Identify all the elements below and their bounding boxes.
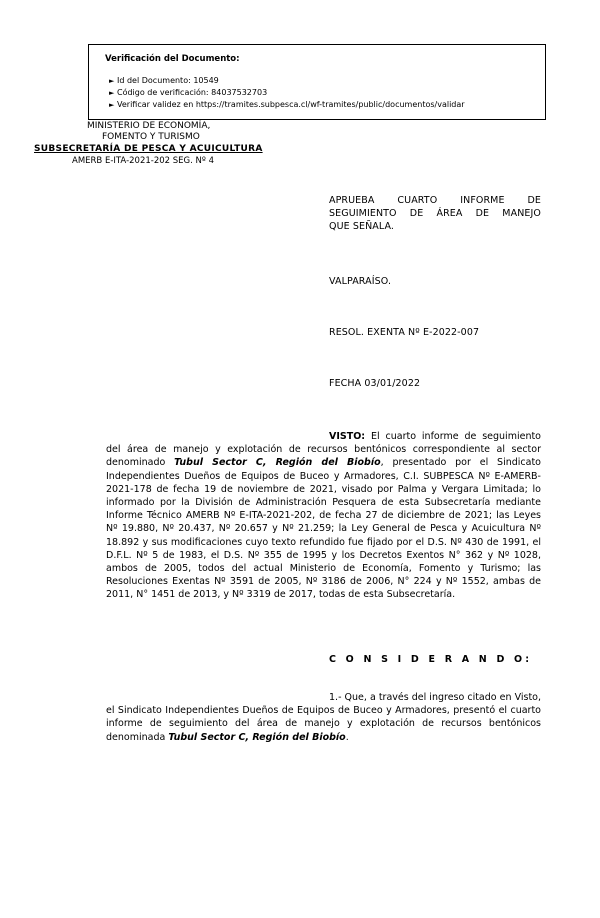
- bullet-icon: ►: [109, 89, 115, 97]
- ministry-line-1: MINISTERIO DE ECONOMÍA,: [87, 121, 211, 131]
- verification-item-url[interactable]: ► Verificar validez en https://tramites.subpesca.cl/wf-tramites/public/documentos/validar: [109, 100, 465, 109]
- resolution-title: APRUEBA CUARTO INFORME DE SEGUIMIENTO DE ÁREA DE MANEJO QUE SEÑALA.: [329, 195, 541, 232]
- verification-title: Verificación del Documento:: [105, 54, 240, 64]
- subsecretaria-heading: SUBSECRETARÍA DE PESCA Y ACUICULTURA: [34, 144, 263, 154]
- sector-name: Tubul Sector C, Región del Biobío: [168, 731, 346, 743]
- verification-box: [88, 44, 546, 120]
- verification-list: [109, 75, 465, 111]
- bullet-icon: ►: [109, 77, 115, 85]
- ministry-line-2: FOMENTO Y TURISMO: [102, 132, 200, 142]
- considerando-paragraph-1: 1.- Que, a través del ingreso citado en Visto, el Sindicato Independientes Dueños de Equipos de Buceo y Armadores, presentó el cuarto informe de seguimiento del área de manejo y explotación de recursos bentónicos denominada Tubul Sector C, Región del Biobío.: [106, 692, 541, 743]
- resolution-date: FECHA 03/01/2022: [329, 378, 421, 389]
- sector-name: Tubul Sector C, Región del Biobío: [174, 457, 381, 469]
- city: VALPARAÍSO.: [329, 276, 392, 287]
- verification-item-id: ► Id del Documento: 10549: [109, 76, 219, 85]
- visto-label: VISTO:: [329, 431, 366, 442]
- resolution-number: RESOL. EXENTA Nº E-2022-007: [329, 327, 480, 338]
- visto-paragraph: VISTO: El cuarto informe de seguimiento del área de manejo y explotación de recursos bentónicos correspondiente al sector denominado Tubul Sector C, Región del Biobío, presentado por el Sindicato Independientes Dueños de Equipos de Buceo y Armadores, C.I. SUBPESCA Nº E-AMERB-2021-178 de fecha 19 de noviembre de 2021, visado por Palma y Vergara Limitada; lo informado por la División de Administración Pesquera de esta Subsecretaría mediante Informe Técnico AMERB Nº E-ITA-2021-202, de fecha 27 de diciembre de 2021; las Leyes Nº 19.880, Nº 20.437, Nº 20.657 y Nº 21.259; la Ley General de Pesca y Acuicultura Nº 18.892 y sus modificaciones cuyo texto refundido fue fijado por el D.S. Nº 430 de 1991, el D.F.L. Nº 5 de 1983, el D.S. Nº 355 de 1995 y los Decretos Exentos N° 362 y Nº 1028, ambos de 2005, todos del actual Ministerio de Economía, Fomento y Turismo; las Resoluciones Exentas Nº 3591 de 2005, Nº 3186 de 2006, N° 224 y Nº 1552, ambas de 2011, N° 1451 de 2013, y Nº 3319 de 2017, todas de esta Subsecretaría.: [106, 431, 541, 601]
- reference-code: AMERB E-ITA-2021-202 SEG. Nº 4: [72, 156, 214, 166]
- verification-item-code: ► Código de verificación: 84037532703: [109, 88, 268, 97]
- considerando-heading: C O N S I D E R A N D O:: [329, 654, 533, 665]
- bullet-icon: ►: [109, 101, 115, 109]
